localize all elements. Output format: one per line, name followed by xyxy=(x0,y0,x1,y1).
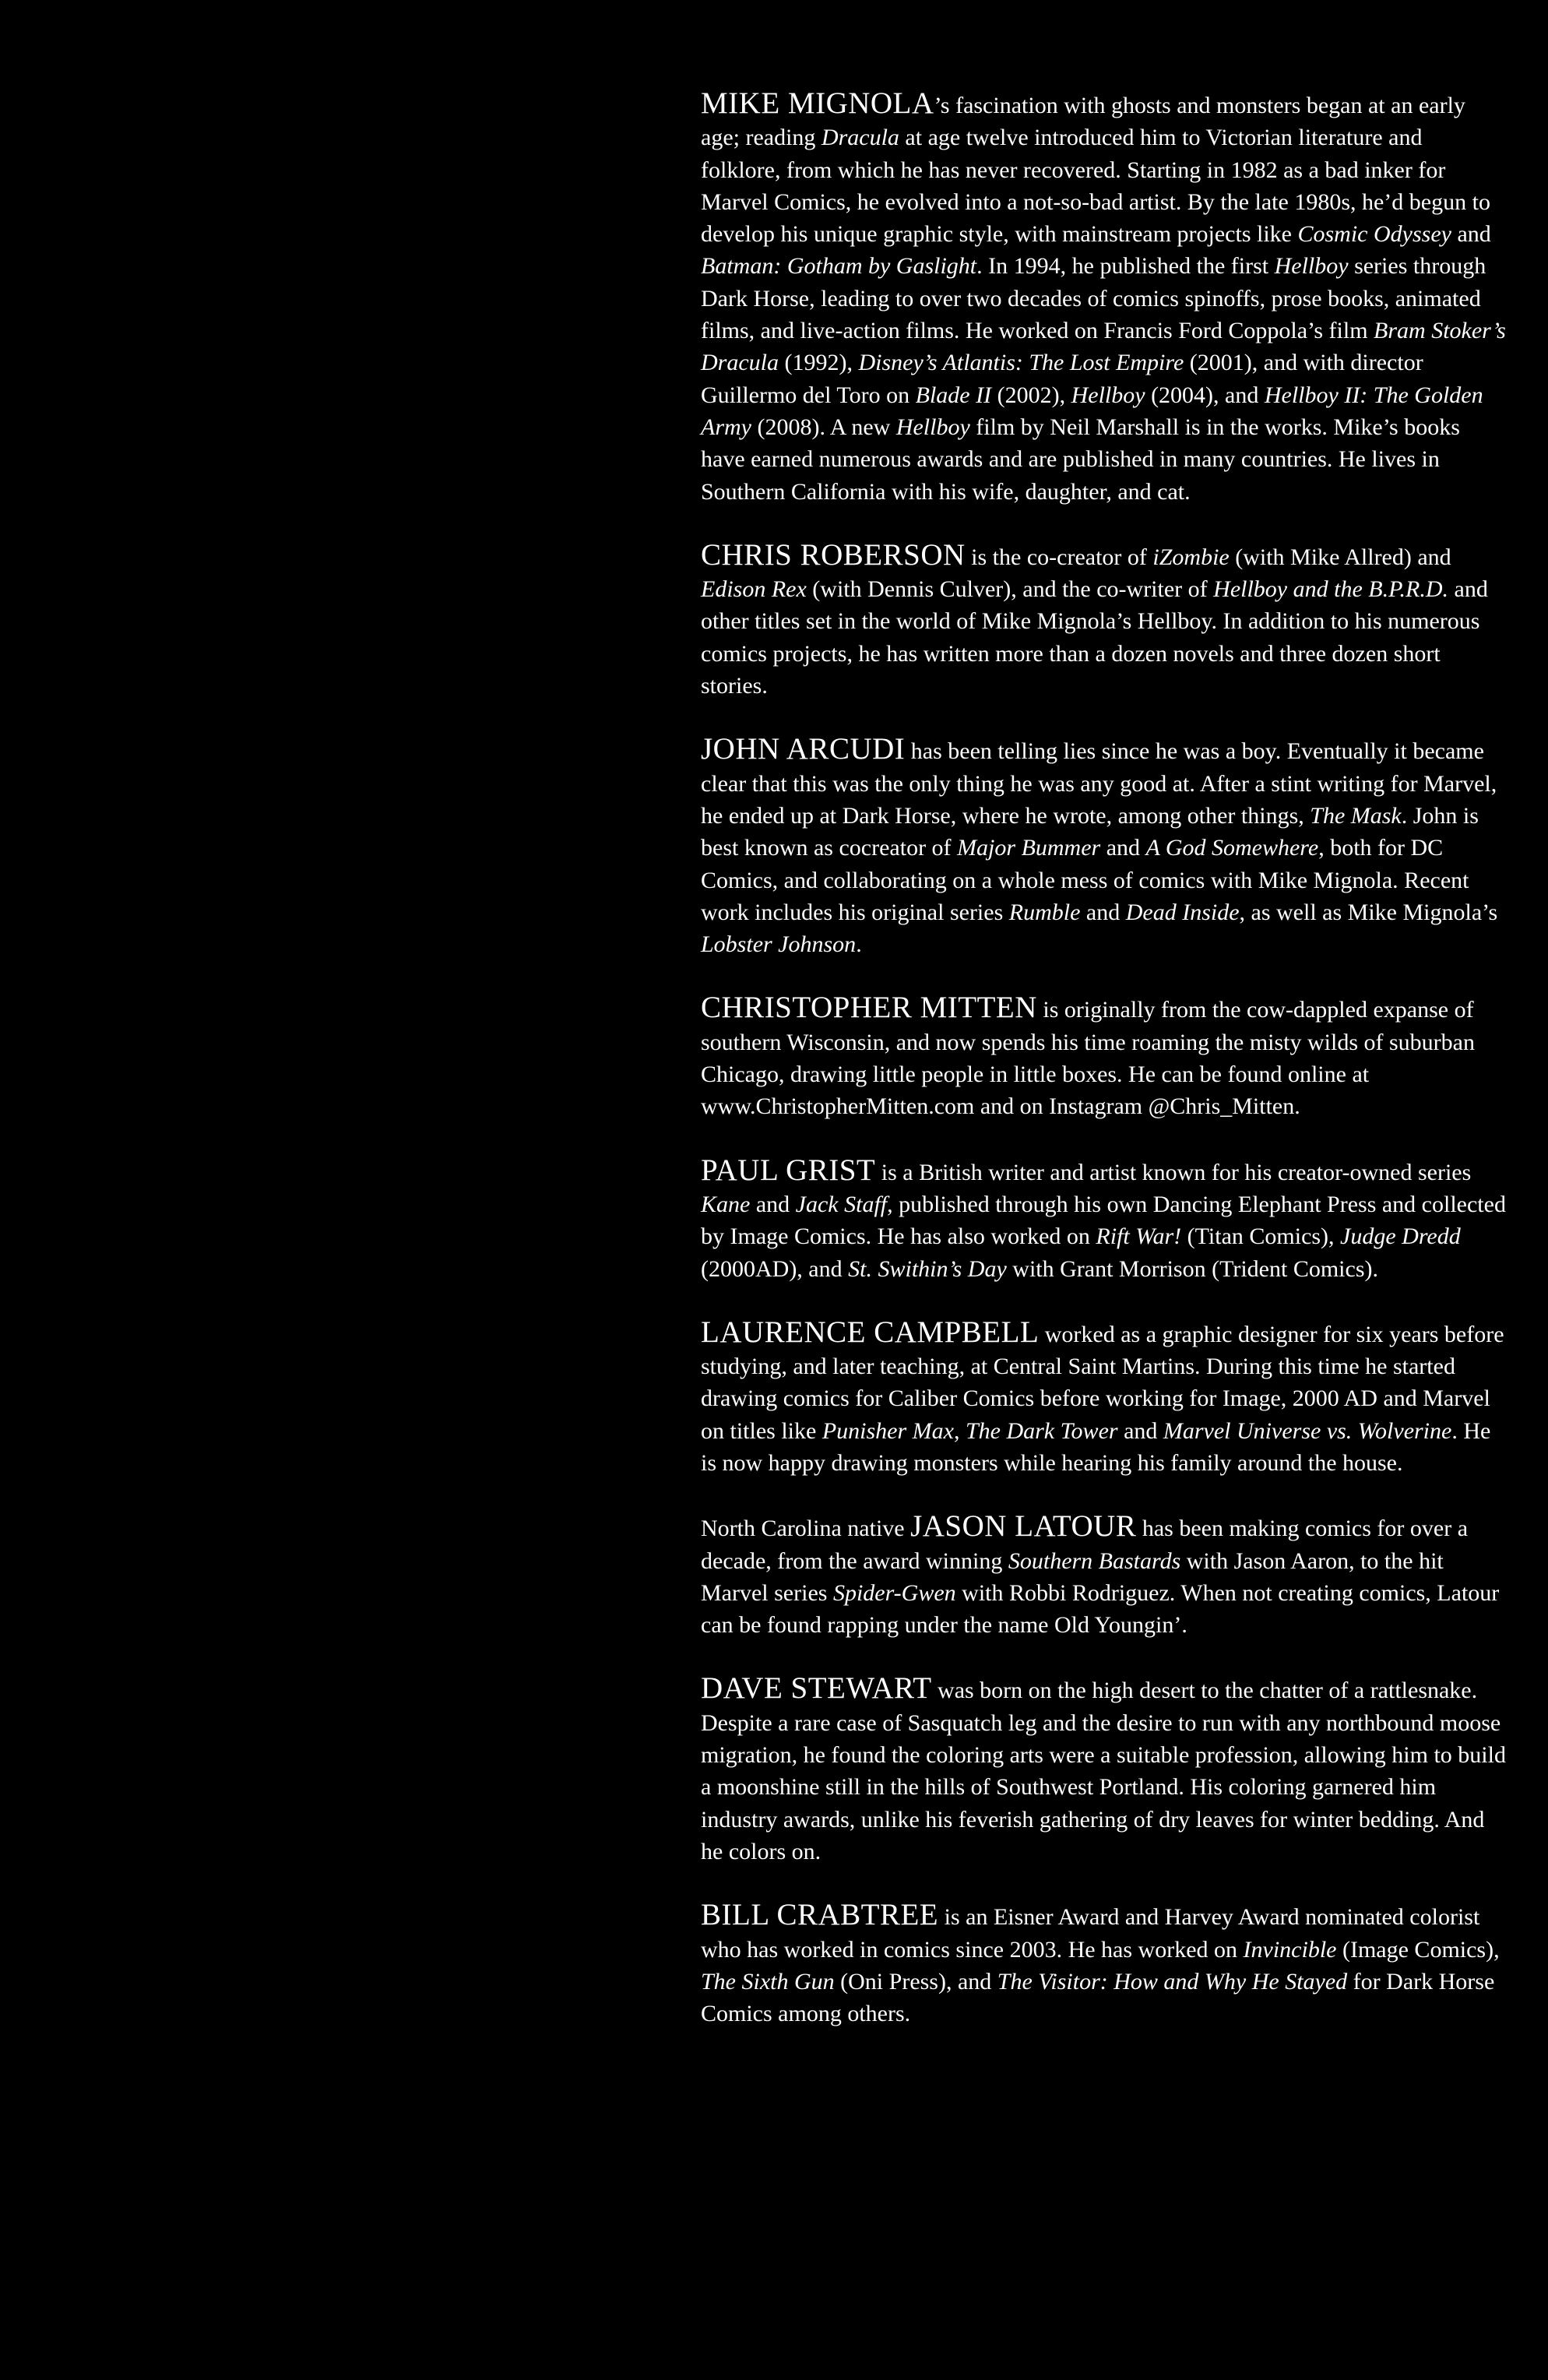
book-title: Disney’s Atlantis: The Lost Empire xyxy=(858,350,1184,376)
book-title: The Mask xyxy=(1310,802,1402,829)
book-title: Marvel Universe vs. Wolverine xyxy=(1163,1417,1452,1444)
bio-name: PAUL GRIST xyxy=(701,1153,876,1187)
book-title: Judge Dredd xyxy=(1340,1223,1461,1250)
book-title: Hellboy xyxy=(1071,382,1145,408)
book-title: The Dark Tower xyxy=(965,1417,1118,1444)
bio-jason-latour: North Carolina native JASON LATOUR has been making comics for over a decade, from the award winning Southern Bastards with Jason Aaron, to the hit Marvel series Spider-Gwen with Robbi Rodriguez. When not creating comics, Latour can be found rapping under the name Old Youngin’. xyxy=(701,1509,1500,1639)
book-title: Dead Inside xyxy=(1125,899,1240,925)
book-title: Blade II xyxy=(915,382,992,408)
bio-bill-crabtree: BILL CRABTREE is an Eisner Award and Harvey Award nominated colorist who has worked in comics since 2003. He has worked on Invincible (Image Comics), The Sixth Gun (Oni Press), and The Visitor: How and Why He Stayed for Dark Horse Comics among others. xyxy=(701,1898,1500,2027)
book-title: St. Swithin’s Day xyxy=(848,1255,1007,1282)
bio-mike-mignola: MIKE MIGNOLA’s fascination with ghosts and monsters began at an early age; reading Dracula at age twelve introduced him to Victorian literature and folklore, from which he has never recovered. Starting in 1982 as a bad inker for Marvel Comics, he evolved into a not-so-bad artist. By the late 1980s, he’d begun to develop his unique graphic style, with mainstream projects like Cosmic Odyssey and Batman: Gotham by Gaslight. In 1994, he published the first Hellboy series through Dark Horse, leading to over two decades of comics spinoffs, prose books, animated films, and live-action films. He worked on Francis Ford Coppola’s film Bram Stoker’s Dracula (1992), Disney’s Atlantis: The Lost Empire (2001), and with director Guillermo del Toro on Blade II (2002), Hellboy (2004), and Hellboy II: The Golden Army (2008). A new Hellboy film by Neil Marshall is in the works. Mike’s books have earned numerous awards and are published in many countries. He lives in Southern California with his wife, daughter, and cat. xyxy=(701,86,1506,505)
book-title: The Visitor: How and Why He Stayed xyxy=(997,1968,1348,1994)
book-title: Kane xyxy=(701,1191,751,1217)
book-title: Jack Staff xyxy=(795,1191,888,1217)
book-title: Major Bummer xyxy=(957,835,1101,861)
bio-laurence-campbell: LAURENCE CAMPBELL worked as a graphic designer for six years before studying, and later teaching, at Central Saint Martins. During this time he started drawing comics for Caliber Comics before working for Image, 2000 AD and Marvel on titles like Punisher Max, The Dark Tower and Marvel Universe vs. Wolverine. He is now happy drawing monsters while hearing his family around the house. xyxy=(701,1315,1504,1476)
book-title: Rumble xyxy=(1008,899,1081,925)
book-title: The Sixth Gun xyxy=(701,1968,835,1994)
bios-column xyxy=(701,87,1507,2030)
book-title: Edison Rex xyxy=(701,576,807,603)
bio-name: BILL CRABTREE xyxy=(701,1898,939,1932)
bio-name: CHRIS ROBERSON xyxy=(701,537,966,572)
book-title: iZombie xyxy=(1152,544,1230,570)
book-title: Hellboy II: The Golden Army xyxy=(701,382,1483,440)
bio-name: DAVE STEWART xyxy=(701,1671,932,1706)
book-title: Cosmic Odyssey xyxy=(1297,221,1451,248)
bio-name: JOHN ARCUDI xyxy=(701,732,906,766)
bio-christopher-mitten: CHRISTOPHER MITTEN is originally from the cow-dappled expanse of southern Wisconsin, and now spends his time roaming the misty wilds of suburban Chicago, drawing little people in little boxes. He can be found online at www.ChristopherMitten.com and on Instagram @Chris_Mitten. xyxy=(701,991,1475,1120)
bio-name: LAURENCE CAMPBELL xyxy=(701,1315,1040,1349)
book-title: Invincible xyxy=(1243,1936,1337,1963)
bio-name: MIKE MIGNOLA xyxy=(701,86,934,120)
book-title: Hellboy and the B.P.R.D. xyxy=(1213,576,1449,603)
bio-name: JASON LATOUR xyxy=(910,1509,1137,1544)
bio-paul-grist: PAUL GRIST is a British writer and artist known for his creator-owned series Kane and Jack Staff, published through his own Dancing Elephant Press and collected by Image Comics. He has also worked on Rift War! (Titan Comics), Judge Dredd (2000AD), and St. Swithin’s Day with Grant Morrison (Trident Comics). xyxy=(701,1153,1506,1282)
bio-dave-stewart: DAVE STEWART was born on the high desert to the chatter of a rattlesnake. Despite a rare case of Sasquatch leg and the desire to run with any northbound moose migration, he found the coloring arts were a suitable profession, allowing him to build a moonshine still in the hills of Southwest Portland. His coloring garnered him industry awards, unlike his feverish gathering of dry leaves for winter bedding. And he colors on. xyxy=(701,1671,1506,1864)
book-title: Hellboy xyxy=(895,414,970,440)
book-title: Southern Bastards xyxy=(1008,1547,1181,1574)
book-title: Rift War! xyxy=(1096,1223,1182,1250)
bio-john-arcudi: JOHN ARCUDI has been telling lies since he was a boy. Eventually it became clear that this was the only thing he was any good at. After a stint writing for Marvel, he ended up at Dark Horse, where he wrote, among other things, The Mask. John is best known as cocreator of Major Bummer and A God Somewhere, both for DC Comics, and collaborating on a whole mess of comics with Mike Mignola. Recent work includes his original series Rumble and Dead Inside, as well as Mike Mignola’s Lobster Johnson. xyxy=(701,732,1498,958)
book-title: Lobster Johnson xyxy=(701,931,857,958)
book-title: Spider-Gwen xyxy=(832,1579,956,1606)
bio-chris-roberson: CHRIS ROBERSON is the co-creator of iZombie (with Mike Allred) and Edison Rex (with Dennis Culver), and the co-writer of Hellboy and the B.P.R.D. and other titles set in the world of Mike Mignola’s Hellboy. In addition to his numerous comics projects, he has written more than a dozen novels and three dozen short stories. xyxy=(701,537,1488,699)
book-title: Batman: Gotham by Gaslight xyxy=(701,253,977,280)
bio-name: CHRISTOPHER MITTEN xyxy=(701,991,1037,1025)
book-title: Punisher Max xyxy=(821,1417,954,1444)
book-title: Bram Stoker’s Dracula xyxy=(701,318,1506,376)
book-title: Dracula xyxy=(821,125,899,151)
book-title: Hellboy xyxy=(1274,253,1349,280)
book-title: A God Somewhere xyxy=(1145,835,1319,861)
